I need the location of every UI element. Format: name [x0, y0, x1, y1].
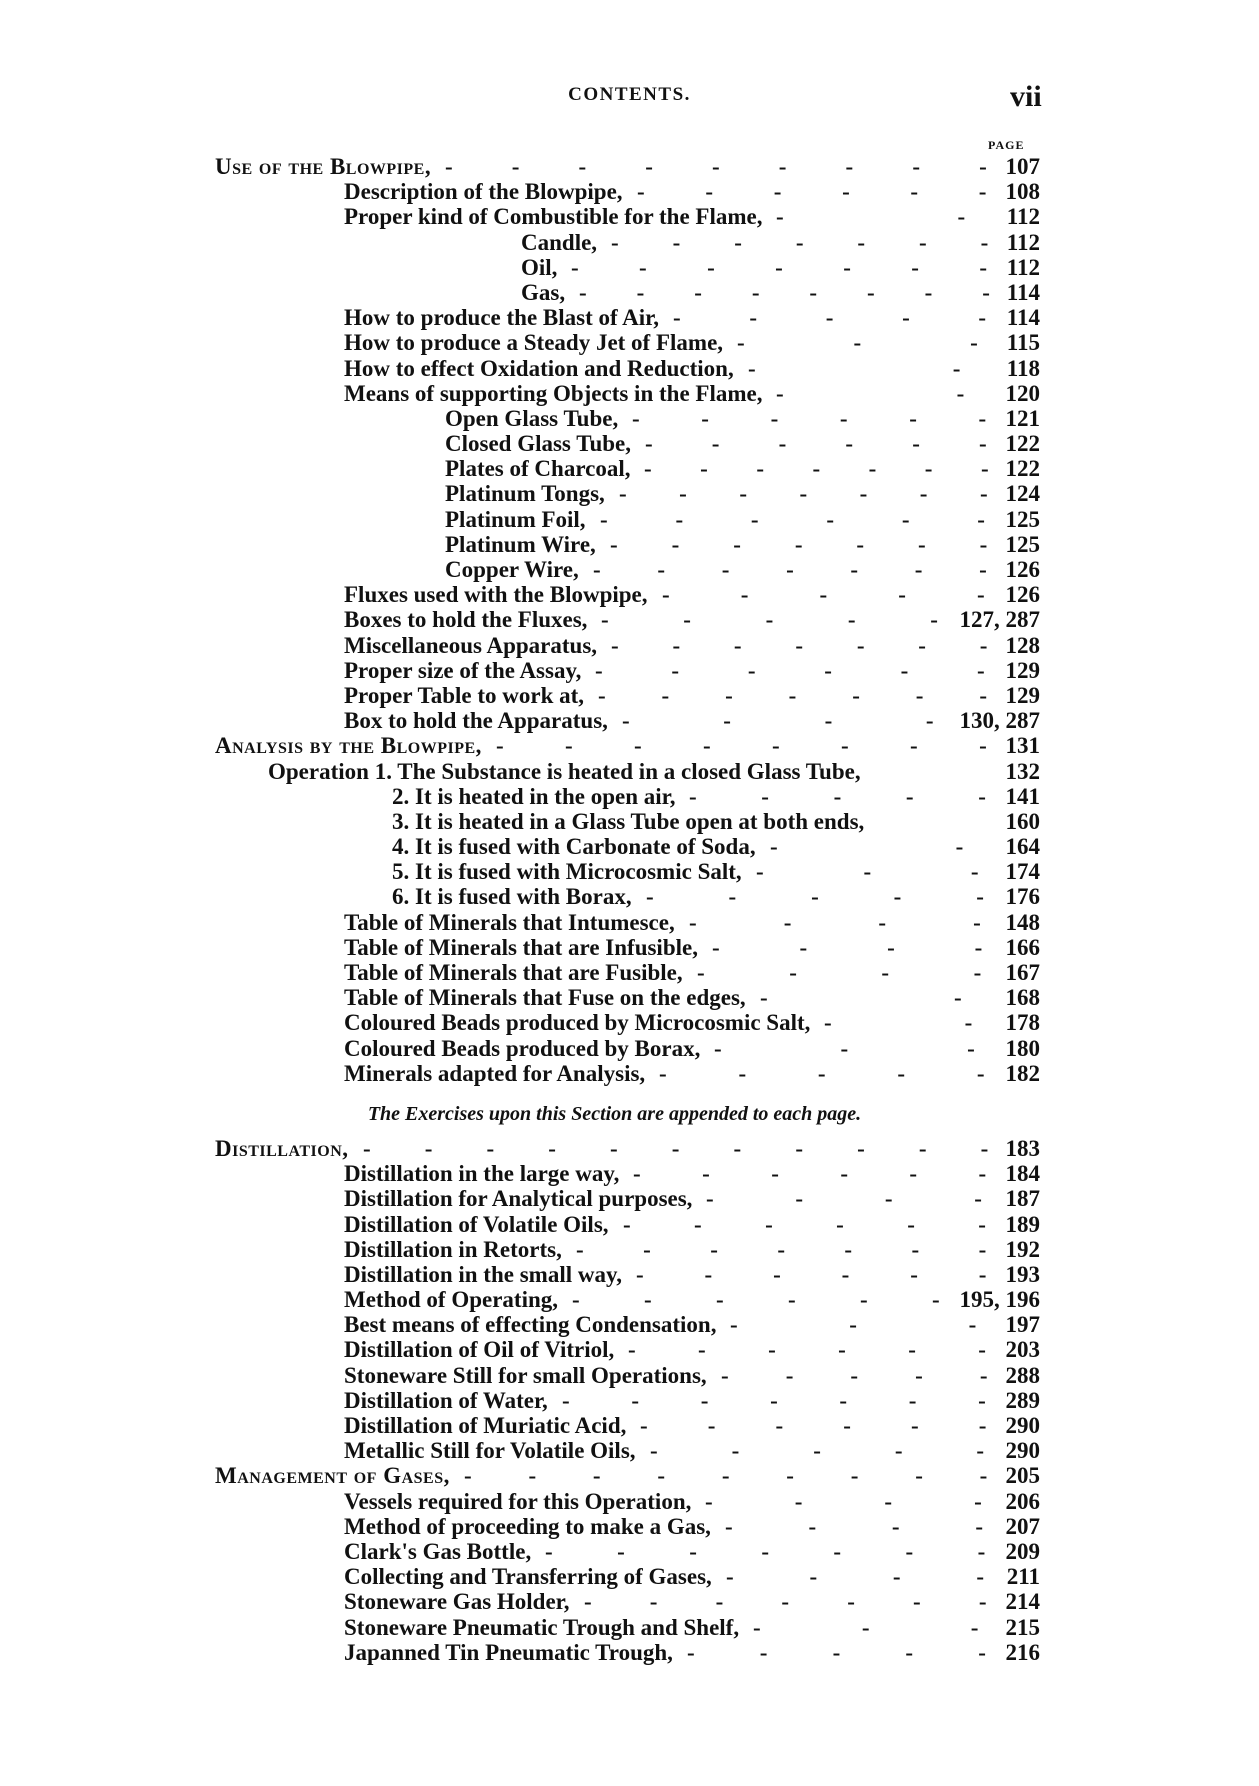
dot-leader: - - - - - — [673, 305, 996, 331]
toc-entry-page: 290 — [1005, 1413, 1040, 1438]
toc-entry-title: Gas, — [521, 279, 566, 305]
toc-entry-title: Method of Operating, — [344, 1287, 559, 1313]
toc-entry-page: 211 — [1006, 1564, 1040, 1590]
toc-entry-title: Table of Minerals that are Fusible, — [344, 960, 683, 985]
dot-leader: - - - - - — [721, 1362, 995, 1388]
toc-entry — [0, 255, 1259, 280]
toc-entry-page: 114 — [1006, 279, 1040, 305]
toc-entry — [0, 985, 1259, 1010]
toc-entry-page: 197 — [1005, 1312, 1040, 1338]
toc-entry-page: 129 — [1005, 682, 1040, 708]
toc-entry — [0, 1237, 1259, 1262]
toc-entry-title: Analysis by the Blowpipe, — [215, 733, 482, 759]
toc-entry — [0, 507, 1259, 532]
toc-entry-title: Table of Minerals that are Infusible, — [344, 934, 698, 960]
toc-entry-page: 121 — [1005, 405, 1040, 431]
toc-entry-title: Table of Minerals that Fuse on the edges, — [344, 985, 746, 1011]
toc-entry-title: Distillation of Muriatic Acid, — [344, 1413, 627, 1438]
dot-leader: - - - - - - — [572, 1287, 948, 1313]
dot-leader: - - - - - - — [600, 506, 994, 532]
toc-entry — [0, 658, 1259, 683]
toc-entry-page: 206 — [1005, 1488, 1040, 1514]
toc-entry — [0, 683, 1259, 708]
dot-leader: - - - — [756, 859, 994, 885]
toc-entry-page: 203 — [1005, 1337, 1040, 1363]
dot-leader: - - - - - - - — [644, 456, 994, 482]
toc-entry-page: 215 — [1005, 1614, 1040, 1640]
toc-entry — [0, 305, 1259, 330]
toc-entry-title: Clark's Gas Bottle, — [344, 1538, 532, 1564]
toc-entry — [0, 230, 1259, 255]
toc-entry-page: 193 — [1005, 1261, 1040, 1287]
toc-entry-title: Distillation in the small way, — [344, 1261, 622, 1287]
toc-entry — [0, 1036, 1259, 1061]
toc-entry-title: Distillation of Water, — [344, 1387, 548, 1413]
dot-leader: - - - - - - - — [562, 1387, 994, 1413]
toc-entry — [0, 1413, 1259, 1438]
dot-leader: - - - - - - — [628, 1337, 994, 1363]
section-note-text: The Exercises upon this Section are appended to each page. — [367, 1102, 862, 1125]
toc-entry-page: 209 — [1005, 1538, 1040, 1564]
toc-entry — [0, 633, 1259, 658]
toc-entry — [0, 582, 1259, 607]
toc-entry-title: Plates of Charcoal, — [445, 456, 631, 482]
dot-leader: - - - — [737, 330, 995, 356]
toc-entry-page: 183 — [1005, 1135, 1040, 1161]
dot-leader: - - - - - - — [640, 1413, 994, 1438]
dot-leader: - - - - - - — [645, 431, 994, 457]
toc-entry-page: 166 — [1005, 934, 1040, 960]
toc-entry-title: Distillation in the large way, — [344, 1161, 620, 1187]
toc-entry — [0, 733, 1259, 758]
toc-entry-title: How to produce the Blast of Air, — [344, 305, 659, 331]
toc-entry-title: Oil, — [521, 254, 558, 280]
toc-entry — [0, 1539, 1259, 1564]
toc-entry-page: 125 — [1005, 506, 1040, 532]
dot-leader: - - - - — [705, 1488, 994, 1514]
toc-entry-title: Stoneware Still for small Operations, — [344, 1362, 707, 1388]
toc-entry — [0, 1212, 1259, 1237]
toc-entry-title: Copper Wire, — [445, 557, 579, 582]
dot-leader: - - - - - - - — [576, 1236, 994, 1262]
toc-entry — [0, 1615, 1259, 1640]
toc-entry — [0, 1161, 1259, 1186]
toc-entry — [0, 759, 1259, 784]
toc-entry — [0, 1262, 1259, 1287]
toc-entry-page: 290 — [1005, 1438, 1040, 1464]
dot-leader: - - - — [714, 1035, 994, 1061]
dot-leader: - - — [760, 985, 995, 1011]
toc-entry — [0, 935, 1259, 960]
dot-leader: - - - - - - - - - — [445, 154, 994, 179]
toc-entry-page: 178 — [1005, 1010, 1040, 1036]
table-of-contents — [0, 154, 1259, 1665]
toc-entry-title: Operation 1. The Substance is heated in a closed Glass Tube, — [268, 758, 861, 784]
dot-leader: - - - - - - - - — [579, 279, 996, 305]
toc-entry — [0, 1388, 1259, 1413]
dot-leader: - - - - - — [659, 1060, 995, 1086]
toc-entry-title: Closed Glass Tube, — [445, 431, 631, 457]
toc-entry — [0, 708, 1259, 733]
page-column-label: PAGE — [988, 138, 1025, 152]
toc-entry-page: 180 — [1005, 1035, 1040, 1061]
dot-leader: - - - — [730, 1312, 995, 1338]
toc-entry-title: Japanned Tin Pneumatic Trough, — [344, 1639, 673, 1665]
toc-entry-page: 141 — [1005, 783, 1040, 809]
toc-entry — [0, 834, 1259, 859]
toc-entry-title: Platinum Wire, — [445, 531, 596, 557]
toc-entry-page: 130, 287 — [959, 708, 1040, 734]
dot-leader: - - - - - — [662, 582, 995, 608]
toc-entry — [0, 1010, 1259, 1035]
toc-entry-title: 6. It is fused with Borax, — [392, 884, 632, 910]
toc-entry — [0, 431, 1259, 456]
dot-leader: - - - - — [712, 934, 994, 960]
toc-entry-page: 148 — [1005, 909, 1040, 935]
toc-entry-page: 187 — [1005, 1186, 1040, 1212]
dot-leader: - - - - — [726, 1564, 995, 1590]
toc-entry — [0, 809, 1259, 834]
dot-leader: - - - - - — [687, 1639, 995, 1665]
toc-entry-title: Open Glass Tube, — [445, 405, 619, 431]
toc-entry-title: Description of the Blowpipe, — [344, 179, 623, 205]
toc-entry-page: 127, 287 — [959, 607, 1040, 633]
toc-entry — [0, 381, 1259, 406]
dot-leader: - - - - - - - - - - - — [363, 1135, 995, 1161]
dot-leader: - - — [776, 380, 995, 406]
toc-entry-title: Coloured Beads produced by Microcosmic Salt, — [344, 1010, 811, 1036]
toc-entry-page: 132 — [1005, 758, 1040, 784]
toc-entry-title: Boxes to hold the Fluxes, — [344, 607, 588, 633]
toc-entry-title: Proper Table to work at, — [344, 682, 585, 708]
toc-entry — [0, 1061, 1259, 1086]
toc-entry-title: Distillation of Oil of Vitriol, — [344, 1337, 615, 1363]
dot-leader: - - - - - - - — [593, 557, 994, 582]
toc-entry — [0, 884, 1259, 909]
toc-entry-page: 112 — [1006, 254, 1040, 280]
toc-entry-title: Distillation of Volatile Oils, — [344, 1211, 609, 1237]
toc-entry-title: Stoneware Pneumatic Trough and Shelf, — [344, 1614, 740, 1640]
toc-entry-title: Management of Gases, — [215, 1463, 450, 1489]
toc-entry-title: Minerals adapted for Analysis, — [344, 1060, 646, 1086]
toc-entry — [0, 1589, 1259, 1614]
dot-leader: - - - - - - - — [598, 682, 994, 708]
toc-entry — [0, 784, 1259, 809]
toc-entry-title: Stoneware Gas Holder, — [344, 1589, 570, 1615]
toc-entry-page: 128 — [1005, 632, 1040, 658]
toc-entry — [0, 179, 1259, 204]
section-note — [0, 1086, 1259, 1136]
toc-entry-page: 107 — [1005, 154, 1040, 179]
toc-entry-page: 192 — [1005, 1236, 1040, 1262]
toc-entry-page: 122 — [1005, 456, 1040, 482]
toc-entry-page: 216 — [1005, 1639, 1040, 1665]
toc-entry — [0, 1312, 1259, 1337]
toc-entry-page: 164 — [1005, 834, 1040, 860]
toc-entry-title: 5. It is fused with Microcosmic Salt, — [392, 859, 742, 885]
dot-leader: - - - - - - — [632, 405, 994, 431]
dot-leader: - - - - - - - — [545, 1538, 994, 1564]
toc-entry-title: Box to hold the Apparatus, — [344, 708, 608, 734]
dot-leader: - - - - - - - — [611, 229, 995, 255]
dot-leader: - - — [748, 355, 996, 381]
toc-entry-page: 112 — [1006, 229, 1040, 255]
toc-entry-page: 176 — [1005, 884, 1040, 910]
toc-entry-page: 288 — [1005, 1362, 1040, 1388]
dot-leader: - - - - — [706, 1186, 994, 1212]
toc-entry — [0, 859, 1259, 884]
toc-entry — [0, 1287, 1259, 1312]
toc-entry — [0, 607, 1259, 632]
toc-entry — [0, 1489, 1259, 1514]
toc-entry-title: 4. It is fused with Carbonate of Soda, — [392, 834, 756, 860]
toc-entry — [0, 204, 1259, 229]
toc-entry — [0, 1463, 1259, 1488]
toc-entry — [0, 154, 1259, 179]
toc-entry — [0, 481, 1259, 506]
toc-entry — [0, 1136, 1259, 1161]
toc-entry — [0, 356, 1259, 381]
toc-entry-page: 131 — [1005, 733, 1040, 759]
toc-entry — [0, 557, 1259, 582]
toc-entry-title: Miscellaneous Apparatus, — [344, 632, 598, 658]
toc-entry-title: Distillation for Analytical purposes, — [344, 1186, 693, 1212]
toc-entry — [0, 960, 1259, 985]
dot-leader: - - - - - - - — [610, 531, 994, 557]
toc-entry-title: Distillation, — [215, 1135, 349, 1161]
toc-entry — [0, 1186, 1259, 1211]
toc-entry-title: Platinum Foil, — [445, 506, 586, 532]
toc-entry-page: 120 — [1005, 380, 1040, 406]
toc-entry-title: Coloured Beads produced by Borax, — [344, 1035, 701, 1061]
toc-entry — [0, 910, 1259, 935]
toc-entry-page: 124 — [1005, 481, 1040, 507]
dot-leader: - - - - - — [650, 1438, 995, 1464]
dot-leader: - - - — [753, 1614, 995, 1640]
toc-entry-page: 167 — [1005, 960, 1040, 985]
toc-entry-page: 174 — [1005, 859, 1040, 885]
toc-entry — [0, 280, 1259, 305]
toc-entry-page: 205 — [1005, 1463, 1040, 1489]
dot-leader: - - — [770, 834, 995, 860]
page-number: vii — [1010, 80, 1042, 113]
dot-leader: - - - - - - — [637, 179, 994, 205]
running-title: CONTENTS. — [568, 84, 691, 105]
toc-entry-title: Use of the Blowpipe, — [215, 154, 432, 179]
toc-entry-title: Fluxes used with the Blowpipe, — [344, 582, 648, 608]
toc-entry-page: 189 — [1005, 1211, 1040, 1237]
dot-leader: - - - - - — [601, 607, 949, 633]
toc-entry-title: Best means of effecting Condensation, — [344, 1312, 717, 1338]
toc-entry-title: 2. It is heated in the open air, — [392, 783, 676, 809]
toc-entry-page: 195, 196 — [959, 1287, 1040, 1313]
toc-entry-page: 114 — [1006, 305, 1040, 331]
toc-entry-page: 289 — [1005, 1387, 1040, 1413]
toc-entry-title: How to produce a Steady Jet of Flame, — [344, 330, 724, 356]
toc-entry — [0, 532, 1259, 557]
dot-leader: - - - - - - - - - — [464, 1463, 995, 1489]
toc-entry-page: 125 — [1005, 531, 1040, 557]
dot-leader: - - - - — [689, 909, 994, 935]
toc-entry-page: 122 — [1005, 431, 1040, 457]
dot-leader: - - - - - - - — [611, 632, 994, 658]
toc-entry-title: Table of Minerals that Intumesce, — [344, 909, 675, 935]
dot-leader: - - - - - - — [636, 1261, 995, 1287]
dot-leader: - - - - — [697, 960, 994, 985]
toc-entry-page: 129 — [1005, 657, 1040, 683]
toc-entry-title: Platinum Tongs, — [445, 481, 605, 507]
toc-entry-title: Vessels required for this Operation, — [344, 1488, 692, 1514]
dot-leader: - - - - — [622, 708, 948, 734]
toc-entry — [0, 1564, 1259, 1589]
toc-entry-page: 108 — [1005, 179, 1040, 205]
toc-entry — [0, 1363, 1259, 1388]
dot-leader: - - - - - - - - — [496, 733, 995, 759]
toc-entry — [0, 330, 1259, 355]
toc-entry-page: 182 — [1005, 1060, 1040, 1086]
dot-leader: - - - - - - — [623, 1211, 995, 1237]
toc-entry-page: 112 — [1006, 204, 1040, 230]
dot-leader: - - - - - - - — [571, 254, 995, 280]
toc-entry — [0, 1640, 1259, 1665]
toc-entry-page: 118 — [1006, 355, 1040, 381]
toc-entry — [0, 1514, 1259, 1539]
toc-entry — [0, 1337, 1259, 1362]
toc-entry-title: Method of proceeding to make a Gas, — [344, 1513, 711, 1539]
toc-entry-title: How to effect Oxidation and Reduction, — [344, 355, 734, 381]
toc-entry-page: 126 — [1005, 582, 1040, 608]
toc-entry — [0, 1438, 1259, 1463]
dot-leader: - - - - - - — [633, 1161, 994, 1187]
toc-entry-page: 160 — [1005, 808, 1040, 834]
toc-entry-page: 168 — [1005, 985, 1040, 1011]
toc-entry-title: Proper kind of Combustible for the Flame, — [344, 204, 763, 230]
toc-entry-page: 115 — [1006, 330, 1040, 356]
toc-entry — [0, 406, 1259, 431]
toc-entry-title: Candle, — [521, 229, 598, 255]
toc-entry-title: Distillation in Retorts, — [344, 1236, 562, 1262]
toc-entry-page: 207 — [1005, 1513, 1040, 1539]
toc-entry-page: 214 — [1005, 1589, 1040, 1615]
toc-entry-title: Metallic Still for Volatile Oils, — [344, 1438, 636, 1464]
toc-entry-page: 126 — [1005, 557, 1040, 582]
dot-leader: - - — [824, 1010, 995, 1036]
toc-entry-title: Collecting and Transferring of Gases, — [344, 1564, 712, 1590]
dot-leader: - - - - - - — [595, 657, 994, 683]
toc-entry-title: 3. It is heated in a Glass Tube open at both ends, — [392, 808, 865, 834]
dot-leader: - - - - - — [689, 783, 995, 809]
toc-entry-title: Means of supporting Objects in the Flame, — [344, 380, 763, 406]
toc-entry-title: Proper size of the Assay, — [344, 657, 582, 683]
toc-entry — [0, 456, 1259, 481]
dot-leader: - - - - - - - — [584, 1589, 994, 1615]
dot-leader: - - - - - — [646, 884, 995, 910]
dot-leader: - - — [776, 204, 996, 230]
dot-leader: - - - - — [725, 1513, 994, 1539]
dot-leader: - - - - - - - — [619, 481, 994, 507]
toc-entry-page: 184 — [1005, 1161, 1040, 1187]
